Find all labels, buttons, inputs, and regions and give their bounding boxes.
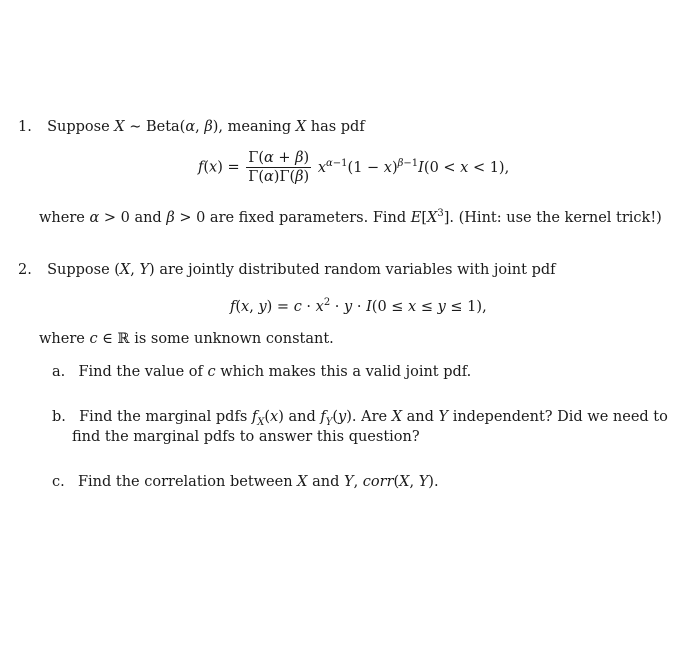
problem-2-formula: f(x, $y) = c \cdot x^2 \cdot y \cdot I(0 \le x \le y \le 1)$, xyxy=(230,297,487,315)
problem-1-intro xyxy=(18,119,365,135)
problem-2-part-a xyxy=(52,364,471,380)
part-b-text-line2: find the marginal pdfs to answer this question? xyxy=(72,429,420,445)
part-a-text: Find the value of c which makes this a valid joint pdf. xyxy=(78,364,472,380)
problem-2-intro-text: Suppose (X, Y) are jointly distributed random variables with joint pdf xyxy=(47,262,556,278)
fraction-denominator: Γ(α)Γ(β) xyxy=(248,169,310,185)
gamma-fraction xyxy=(246,150,311,185)
problem-1-formula: f(x) = $\frac{\Gamma(\alpha + \beta)}{\Gamma(\alpha)\Gamma(\beta)}$ $x^{\alpha-1}(1 - x)^{\beta-1}I(0 < x < 1)$, xyxy=(198,150,510,185)
fraction-numerator: Γ(α + β) xyxy=(248,150,310,166)
problem-1-where: where α > 0 and β > 0 are fixed parameters. Find $E[X^3]$. (Hint: use the kernel trick!) xyxy=(39,208,662,226)
problem-2-number: 2. xyxy=(18,262,32,278)
problem-1-intro-text: Suppose X ∼ Beta(α, β), meaning X has pdf xyxy=(47,119,365,135)
problem-2-part-b xyxy=(52,409,668,428)
problem-1-number: 1. xyxy=(18,119,32,135)
part-b-label: b. xyxy=(52,409,66,425)
problem-2-intro xyxy=(18,262,556,278)
part-a-label: a. xyxy=(52,364,66,380)
part-c-label: c. xyxy=(52,474,65,490)
part-c-text: Find the correlation between X and Y, corr(X, Y). xyxy=(77,474,439,490)
problem-2-part-c xyxy=(52,474,439,490)
problem-2-where: where c ∈ ℝ is some unknown constant. xyxy=(39,331,334,347)
part-b-text-line1: Find the marginal pdfs $f_X(x)$ and $f_Y(y)$. Are X and Y independent? Did we need to xyxy=(79,409,668,428)
formula-lhs: f xyxy=(198,159,204,176)
problem-2-part-b-line2 xyxy=(72,429,420,445)
formula-kernel: $x^{\alpha-1}(1 - x)^{\beta-1}I(0 < x < 1)$, xyxy=(317,157,510,176)
